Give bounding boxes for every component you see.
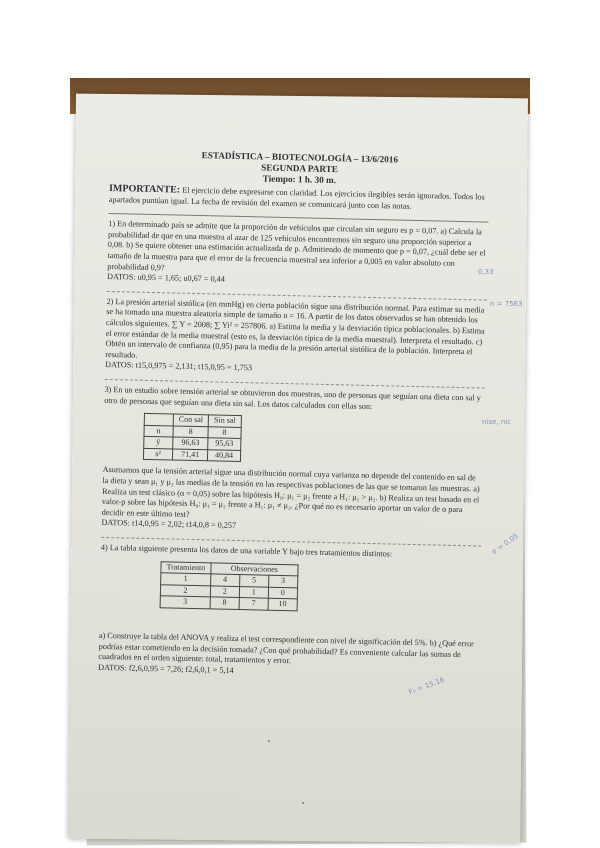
table-cell: 71,41 <box>172 449 207 461</box>
speck <box>268 740 270 742</box>
table-cell: 1 <box>161 573 211 586</box>
table-cell: s² <box>143 448 172 460</box>
exam-time: Tiempo: 1 h. 30 m. <box>262 173 337 186</box>
table-cell: n <box>144 425 173 437</box>
table-cell: 2 <box>160 585 210 598</box>
table-cell: 8 <box>173 426 208 438</box>
question-1-text: 1) En determinado país se admite que la proporción de vehículos que circulan sin seguro es p = 0,07. a) Calcula la probabilidad de que en una muestra al azar de 125 vehículos encontremos sin seguro una proporción superior a 0,08. b) Se quiere obtener una estimación actualizada de p. Admitiendo de momento que p = 0,07, ¿cuál debe ser el tamaño de la muestra para que el error de la frecuencia muestral sea inferior a 0,005 en valor absoluto con probabilidad 0,9? <box>107 219 486 272</box>
table-header-cell: Tratamiento <box>161 561 211 574</box>
handwritten-note: e = 0,05 <box>490 532 520 556</box>
question-1-datos: DATOS: u0,95 = 1,65; u0,67 = 0,44 <box>106 272 225 284</box>
table-cell: ȳ <box>144 437 173 449</box>
exam-content <box>98 148 490 682</box>
table-header-cell: Con sal <box>173 414 208 426</box>
important-text: El ejercicio debe expresarse con claridad. Los ejercicios ilegibles serán ignorados. Todos los apartados puntúan igual. La fecha de revisión del examen se comunicará junto con las notas. <box>108 185 485 211</box>
important-note <box>109 184 489 214</box>
table-cell: 96,63 <box>173 437 208 449</box>
question-3-text-2: Asumamos que la tensión arterial sigue una distribución normal cuya varianza no depende del contenido en sal de la dieta y sean μ₁ y μ₂ las medias de la tensión en las respectivas poblaciones de las que se tomaron las muestras. a) Realiza un test clásico (α = 0,05) sobre las hipótesis H₀: μ₁ = μ₂ frente a H₁: μ₁ > μ₂. b) Realiza un test basado en el valor-p sobre las hipótesis H₀: μ₁ = μ₂ frente a H₁: μ₁ ≠ μ₂. ¿Por qué no es necesario aportar un valor de α para decidir en este último test? <box>101 465 480 519</box>
speck <box>302 802 304 804</box>
question-3-datos: DATOS: t14,0,95 = 2,02; t14,0,8 = 0,257 <box>101 518 237 531</box>
table-cell: 40,84 <box>208 450 241 462</box>
question-3-text: 3) En un estudio sobre tensión arterial se obtuvieron dos muestras, uno de personas que seguían una dieta con sal y otro de personas que seguían una dieta sin sal. Los datos calculados con ellas son: <box>104 384 481 411</box>
question-4-datos: DATOS: f2,6,0,95 = 7,26; f2,6,0,1 = 5,14 <box>98 662 234 675</box>
table-cell: 95,63 <box>208 438 241 450</box>
question-2-text: 2) La presión arterial sistólica (en mmHg) en cierta población sigue una distribución normal. Para estimar su media se ha tomado una muestra aleatoria simple de tamaño n = 16. A partir de los datos observados se han obtenido los cálculos siguientes. ∑ Y = 2008; ∑ Yi² = 257806. a) Estima la media y la desviación típica poblacionales. b) Estima el error estándar de la media muestral (esto es, la desviación típica de la media muestral). Interpreta el resultado. c) Obtén un intervalo de confianza (0,95) para la media de la presión arterial sistólica de la población. Interpreta el resultado. <box>105 296 485 360</box>
important-label: IMPORTANTE: <box>108 182 181 196</box>
table-cell: 3 <box>268 575 297 587</box>
question-4-table <box>160 561 299 611</box>
table-cell: 8 <box>210 597 239 609</box>
exam-title: ESTADÍSTICA – BIOTECNOLOGÍA – 13/6/2016 <box>201 150 399 165</box>
table-cell: 5 <box>239 575 268 587</box>
table-cell: 10 <box>268 599 297 611</box>
table-cell: 1 <box>239 586 268 598</box>
table-cell: 7 <box>239 598 268 610</box>
table-header-cell <box>144 413 173 425</box>
handwritten-note: n = 7563 <box>490 300 523 308</box>
table-cell: 3 <box>160 596 210 609</box>
handwritten-note: F₀ = 15,16 <box>407 675 446 697</box>
table-cell: 8 <box>208 426 241 438</box>
question-4-text: 4) La tabla siguiente presenta los datos de una variable Y bajo tres tratamientos distintos: <box>100 542 393 559</box>
table-cell: 4 <box>210 574 239 586</box>
table-header-cell: Observaciones <box>211 563 298 577</box>
question-2-datos: DATOS: t15,0,975 = 2,131; t15,0,95 = 1,753 <box>104 360 253 373</box>
table-header-cell: Sin sal <box>208 415 241 427</box>
handwritten-note: nise, nic <box>482 418 512 426</box>
question-4-text-2: a) Construye la tabla del ANOVA y realiza el test correspondiente con nivel de significación del 5%. b) ¿Qué error podrías estar cometiendo en la decisión tomada? ¿Con qué probabilidad? Es conveniente calcular las sumas de cuadrados en el orden siguiente: total, tratamientos y error. <box>98 630 474 666</box>
exam-part: SEGUNDA PARTE <box>261 162 339 175</box>
table-cell: 0 <box>268 587 297 599</box>
handwritten-note: 0,33 <box>478 268 494 276</box>
question-3-table <box>143 413 242 463</box>
table-cell: 2 <box>210 586 239 598</box>
